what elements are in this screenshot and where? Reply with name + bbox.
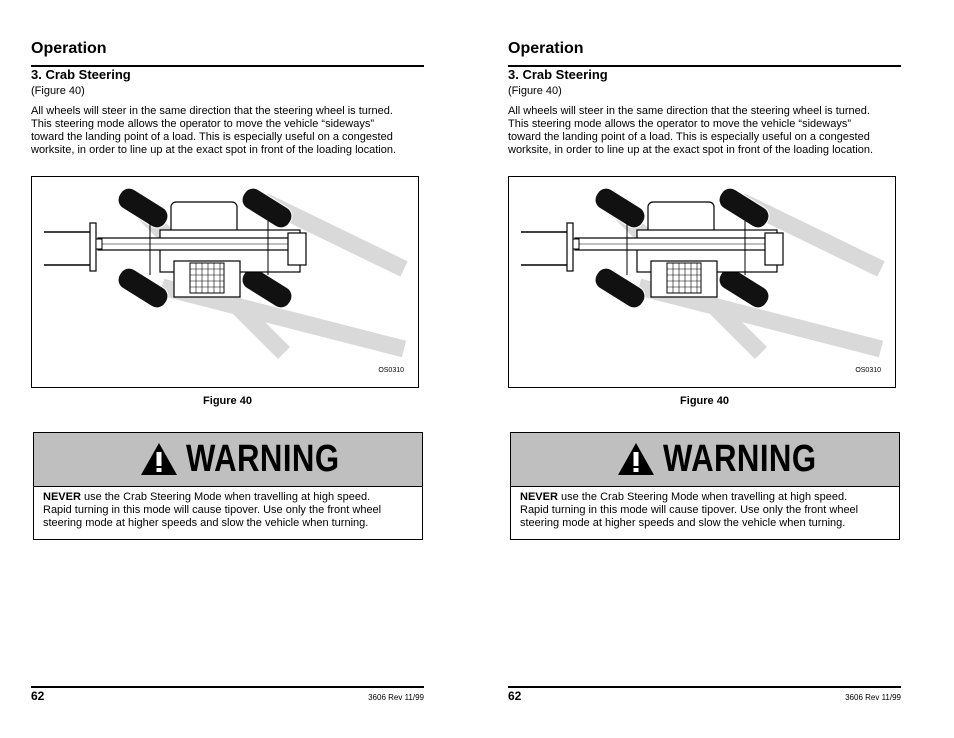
warning-title: WARNING [186,438,340,480]
warning-triangle-icon [140,442,178,476]
warning-triangle-icon [617,442,655,476]
footer-rule [31,686,424,688]
subsection-heading: 3. Crab Steering [31,67,131,82]
figure-reference: (Figure 40) [508,85,562,97]
figure-reference: (Figure 40) [31,85,85,97]
manual-page-left [31,0,431,738]
body-paragraph [508,105,903,157]
body-line: All wheels will steer in the same direction that the steering wheel is turned. [508,105,870,117]
manual-page-right [508,0,908,738]
figure-caption: Figure 40 [203,395,252,407]
body-line: This steering mode allows the operator to move the vehicle “sideways” [508,118,851,130]
crab-steering-diagram [32,177,420,389]
body-paragraph [31,105,426,157]
warning-line: use the Crab Steering Mode when travelling at high speed. [80,491,371,503]
body-line: toward the landing point of a load. This is especially useful on a congested [31,131,393,143]
warning-lead: NEVER [520,491,558,503]
body-line: toward the landing point of a load. This is especially useful on a congested [508,131,870,143]
warning-line: use the Crab Steering Mode when travelling at high speed. [557,491,848,503]
page-number: 62 [508,689,522,703]
warning-box [33,432,423,540]
subsection-heading: 3. Crab Steering [508,67,608,82]
figure-frame [31,176,419,388]
figure-caption: Figure 40 [680,395,729,407]
warning-line: steering mode at higher speeds and slow the vehicle when turning. [43,517,369,529]
warning-line: steering mode at higher speeds and slow the vehicle when turning. [520,517,846,529]
warning-box [510,432,900,540]
warning-text [520,491,890,530]
body-line: This steering mode allows the operator to move the vehicle “sideways” [31,118,374,130]
page-number: 62 [31,689,45,703]
warning-header [511,433,899,487]
warning-line: Rapid turning in this mode will cause tipover. Use only the front wheel [43,504,382,516]
section-title: Operation [508,40,584,57]
warning-header [34,433,422,487]
document-revision: 3606 Rev 11/99 [845,693,901,702]
body-line: All wheels will steer in the same direction that the steering wheel is turned. [31,105,393,117]
body-line: worksite, in order to line up at the exact spot in front of the loading location. [508,144,874,156]
warning-text [43,491,413,530]
body-line: worksite, in order to line up at the exact spot in front of the loading location. [31,144,397,156]
section-title: Operation [31,40,107,57]
image-code: OS0310 [378,367,404,374]
image-code: OS0310 [855,367,881,374]
footer-rule [508,686,901,688]
crab-steering-diagram [509,177,897,389]
document-revision: 3606 Rev 11/99 [368,693,424,702]
warning-line: Rapid turning in this mode will cause tipover. Use only the front wheel [520,504,859,516]
warning-lead: NEVER [43,491,81,503]
figure-frame [508,176,896,388]
warning-title: WARNING [663,438,817,480]
